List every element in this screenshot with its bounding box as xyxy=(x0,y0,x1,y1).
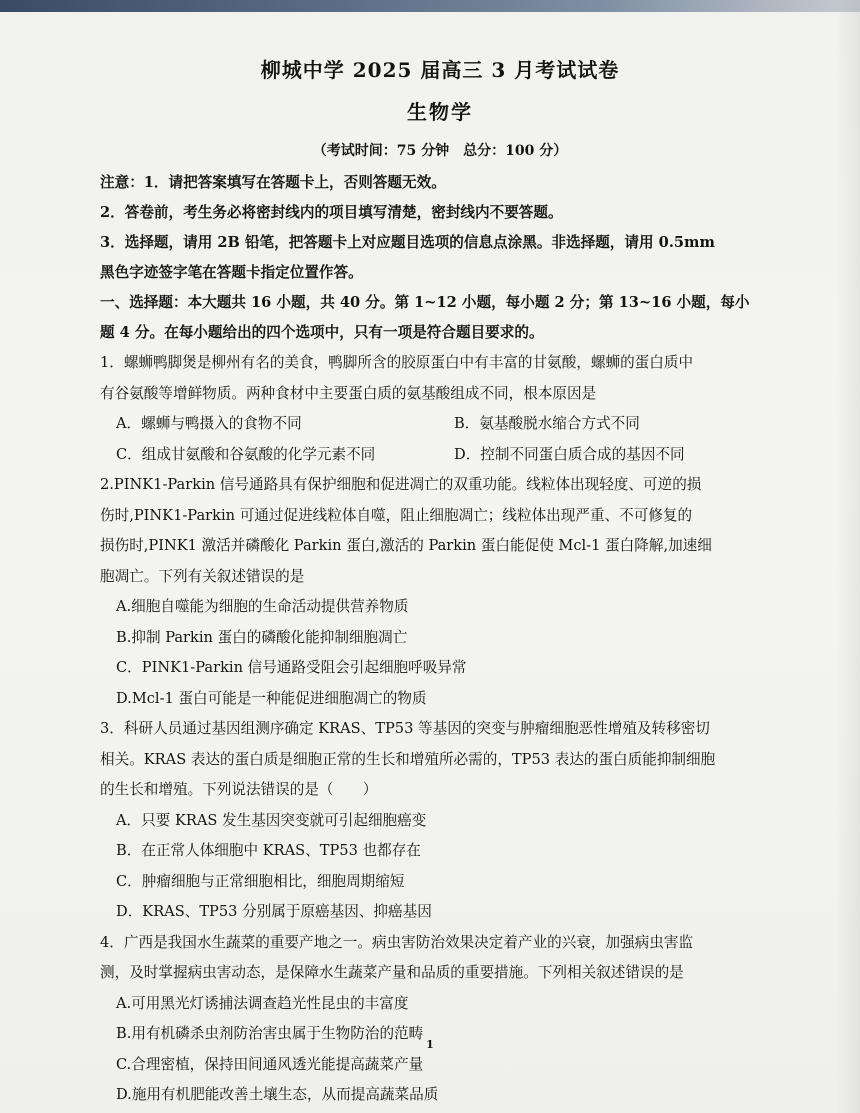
option-c: C．组成甘氨酸和谷氨酸的化学元素不同 xyxy=(116,445,376,463)
option-row xyxy=(100,440,780,471)
option-d: D.Mcl-1 蛋白可能是一种能促进细胞凋亡的物质 xyxy=(116,689,427,707)
question-stem: 损伤时,PINK1 激活并磷酸化 Parkin 蛋白,激活的 Parkin 蛋白能促使 Mcl-1 蛋白降解,加速细 xyxy=(100,537,712,554)
option-b: B．氨基酸脱水缩合方式不同 xyxy=(454,415,640,432)
note-line: 2．答卷前，考生务必将密封线内的项目填写清楚，密封线内不要答题。 xyxy=(100,204,563,221)
scan-edge xyxy=(0,0,860,12)
question-stem: 胞凋亡。下列有关叙述错误的是 xyxy=(100,567,305,585)
option-d: D．KRAS、TP53 分别属于原癌基因、抑癌基因 xyxy=(116,903,432,920)
question-stem: 伤时,PINK1-Parkin 可通过促进线粒体自噬，阻止细胞凋亡；线粒体出现严重、不可修复的 xyxy=(100,506,693,524)
question-stem: 3．科研人员通过基因组测序确定 KRAS、TP53 等基因的突变与肿瘤细胞恶性增殖及转移密切 xyxy=(100,720,710,737)
notes xyxy=(100,168,780,288)
page-number: 1 xyxy=(426,1038,434,1051)
note-line: 黑色字迹签字笔在答题卡指定位置作答。 xyxy=(100,264,363,281)
option-b: B.用有机磷杀虫剂防治害虫属于生物防治的范畴 xyxy=(116,1025,424,1042)
question-1 xyxy=(100,348,780,470)
section-line: 题 4 分。在每小题给出的四个选项中，只有一项是符合题目要求的。 xyxy=(100,324,544,341)
question-stem: 4．广西是我国水生蔬菜的重要产地之一。病虫害防治效果决定着产业的兴衰，加强病虫害监 xyxy=(100,933,694,951)
option-a: A.细胞自噬能为细胞的生命活动提供营养物质 xyxy=(116,598,409,615)
question-stem: 测，及时掌握病虫害动态，是保障水生蔬菜产量和品质的重要措施。下列相关叙述错误的是 xyxy=(100,964,684,981)
option-a: A．螺蛳与鸭摄入的食物不同 xyxy=(116,415,302,432)
option-row xyxy=(100,409,780,440)
note-line: 3．选择题，请用 2B 铅笔，把答题卡上对应题目选项的信息点涂黑。非选择题，请用 0.5mm xyxy=(100,234,715,251)
question-stem: 有谷氨酸等增鲜物质。两种食材中主要蛋白质的氨基酸组成不同，根本原因是 xyxy=(100,384,597,402)
section-line: 一、选择题：本大题共 16 小题，共 40 分。第 1~12 小题，每小题 2 分；第 13~16 小题，每小 xyxy=(100,294,750,311)
option-b: B．在正常人体细胞中 KRAS、TP53 也都存在 xyxy=(116,842,421,859)
exam-info: （考试时间：75 分钟 总分：100 分） xyxy=(312,143,568,159)
note-line: 注意：1．请把答案填写在答题卡上，否则答题无效。 xyxy=(100,174,446,191)
question-4 xyxy=(100,928,780,1111)
option-a: A.可用黑光灯诱捕法调查趋光性昆虫的丰富度 xyxy=(116,994,409,1012)
question-stem: 2.PINK1-Parkin 信号通路具有保护细胞和促进凋亡的双重功能。线粒体出现轻度、可逆的损 xyxy=(100,476,702,493)
option-c: C.合理密植，保持田间通风透光能提高蔬菜产量 xyxy=(116,1055,424,1073)
option-c: C．PINK1-Parkin 信号通路受阻会引起细胞呼吸异常 xyxy=(116,659,467,676)
question-2 xyxy=(100,470,780,714)
question-3 xyxy=(100,714,780,928)
option-b: B.抑制 Parkin 蛋白的磷酸化能抑制细胞凋亡 xyxy=(116,628,408,646)
page-shadow xyxy=(836,0,860,1113)
option-d: D.施用有机肥能改善土壤生态，从而提高蔬菜品质 xyxy=(116,1086,439,1103)
exam-subject: 生物学 xyxy=(407,100,473,124)
option-d: D．控制不同蛋白质合成的基因不同 xyxy=(454,445,685,463)
option-a: A．只要 KRAS 发生基因突变就可引起细胞癌变 xyxy=(116,811,427,829)
exam-title: 柳城中学 2025 届高三 3 月考试试卷 xyxy=(260,58,620,82)
question-stem: 1．螺蛳鸭脚煲是柳州有名的美食，鸭脚所含的胶原蛋白中有丰富的甘氨酸，螺蛳的蛋白质中 xyxy=(100,354,694,371)
section-heading xyxy=(100,288,780,348)
question-stem: 的生长和增殖。下列说法错误的是（ ） xyxy=(100,781,378,798)
option-c: C．肿瘤细胞与正常细胞相比，细胞周期缩短 xyxy=(116,872,405,890)
page-content xyxy=(100,52,780,1111)
question-stem: 相关。KRAS 表达的蛋白质是细胞正常的生长和增殖所必需的，TP53 表达的蛋白质能抑制细胞 xyxy=(100,750,716,768)
